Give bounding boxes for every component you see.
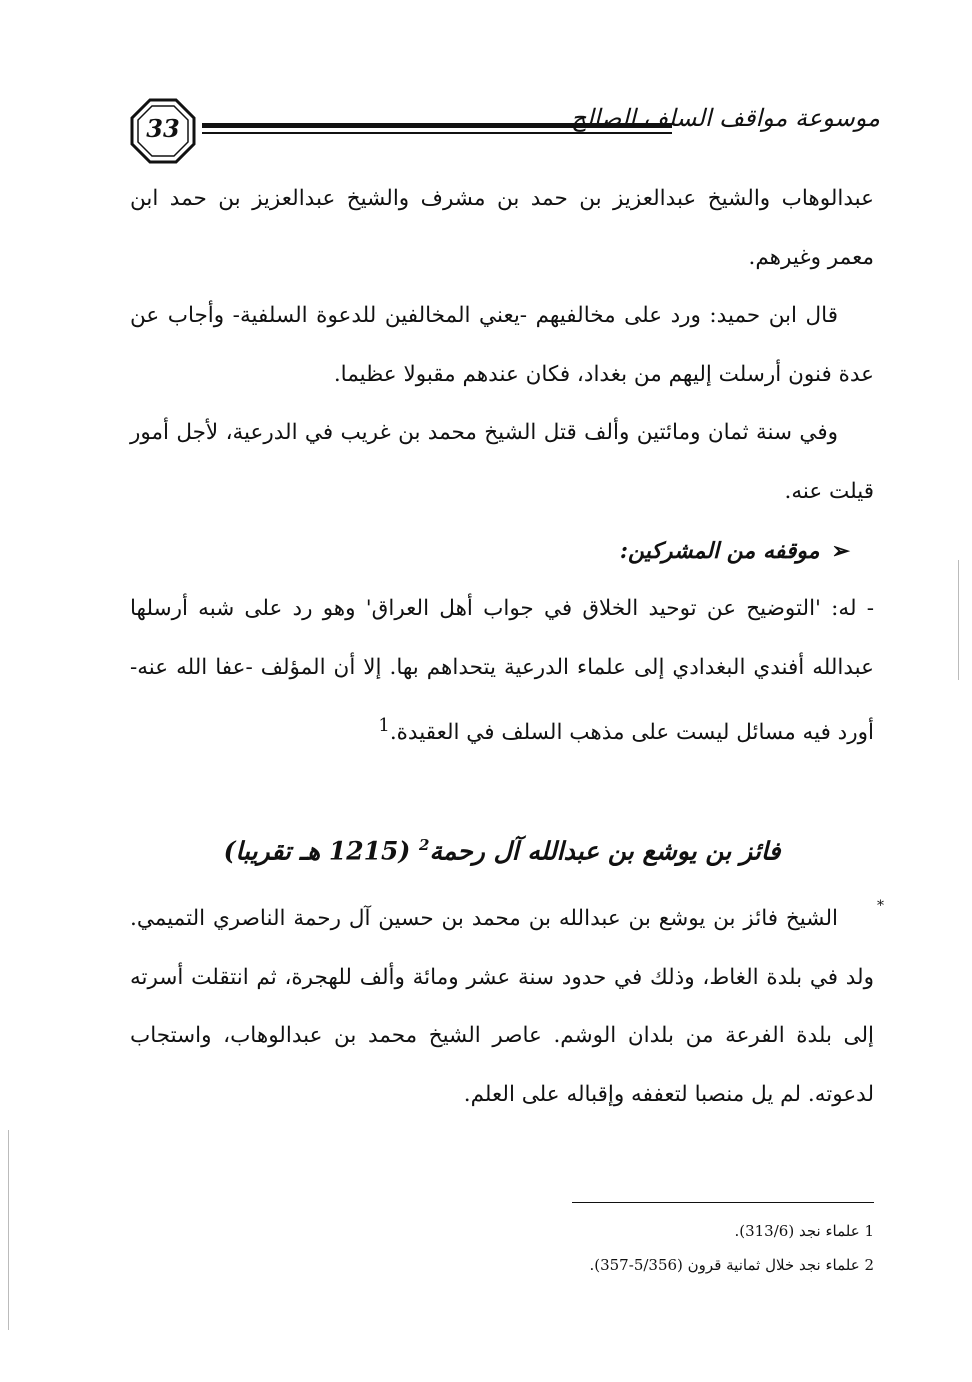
footnote-ref-2: 2: [419, 836, 430, 854]
footnote-separator: [572, 1202, 874, 1203]
section-title: فائز بن يوشع بن عبدالله آل رحمة: [429, 836, 781, 866]
header-rule-thin: [202, 132, 672, 134]
paragraph-year-1208: وفي سنة ثمان ومائتين وألف قتل الشيخ محمد بن غريب في الدرعية، لأجل أمور قيلت عنه.: [130, 420, 874, 504]
paragraph-continuation: عبدالوهاب والشيخ عبدالعزيز بن حمد بن مشرف والشيخ عبدالعزيز بن حمد ابن معمر وغيرهم.: [130, 186, 874, 270]
scan-edge-mark: [8, 1130, 9, 1330]
paragraph-stance: [130, 580, 874, 763]
series-title: موسوعة مواقف السلف الصالح: [570, 104, 880, 132]
page-number: 33: [146, 114, 180, 143]
footnote-text: علماء نجد خلال ثمانية قرون (5/356-357).: [589, 1256, 860, 1274]
biography-block: [130, 890, 884, 1124]
footnote-number: 1: [864, 1222, 874, 1240]
footnotes: [500, 1214, 874, 1282]
scan-edge-mark: [958, 560, 959, 680]
page-number-badge: [128, 96, 198, 166]
paragraph-ibn-humaid: قال ابن حميد: ورد على مخالفيهم -يعني المخالفين للدعوة السلفية- وأجاب عن عدة فنون أرسلت إليهم من بغداد، فكان عندهم مقبولا عظيما.: [130, 303, 874, 387]
subheading-text: موقفه من المشركين:: [619, 537, 820, 564]
section-date: (1215 هـ تقريبا): [223, 836, 411, 866]
footnote-2: [500, 1248, 874, 1282]
subheading-stance: [130, 522, 874, 581]
page-header: [120, 88, 880, 178]
footnote-1: [500, 1214, 874, 1248]
footnote-text: علماء نجد (313/6).: [734, 1222, 860, 1240]
biography-paragraph: الشيخ فائز بن يوشع بن عبدالله بن محمد بن حسين آل رحمة الناصري التميمي. ولد في بلدة الغاط، وذلك في حدود سنة عشر ومائة وألف للهجرة، ثم انتقلت أسرته إلى بلدة الفرعة من بلدان الوشم. عاصر الشيخ محمد بن عبدالوهاب، واستجاب لدعوته. لم يل منصبا لتعففه وإقباله على العلم.: [130, 906, 874, 1107]
stance-text: - له: 'التوضيح عن توحيد الخلاق في جواب أهل العراق' وهو رد على شبه أرسلها عبدالله أفندي البغدادي إلى علماء الدرعية يتحداهم بها. إلا أن المؤلف -عفا الله عنه- أورد فيه مسائل ليست على مذهب السلف في العقيدة.: [130, 596, 874, 746]
footnote-ref-1: 1: [378, 715, 390, 737]
main-text: [130, 170, 874, 763]
footnote-number: 2: [864, 1256, 874, 1274]
section-heading: [130, 836, 874, 865]
arrow-bullet-icon: ➢: [831, 537, 850, 564]
star-marker: *: [877, 898, 884, 914]
